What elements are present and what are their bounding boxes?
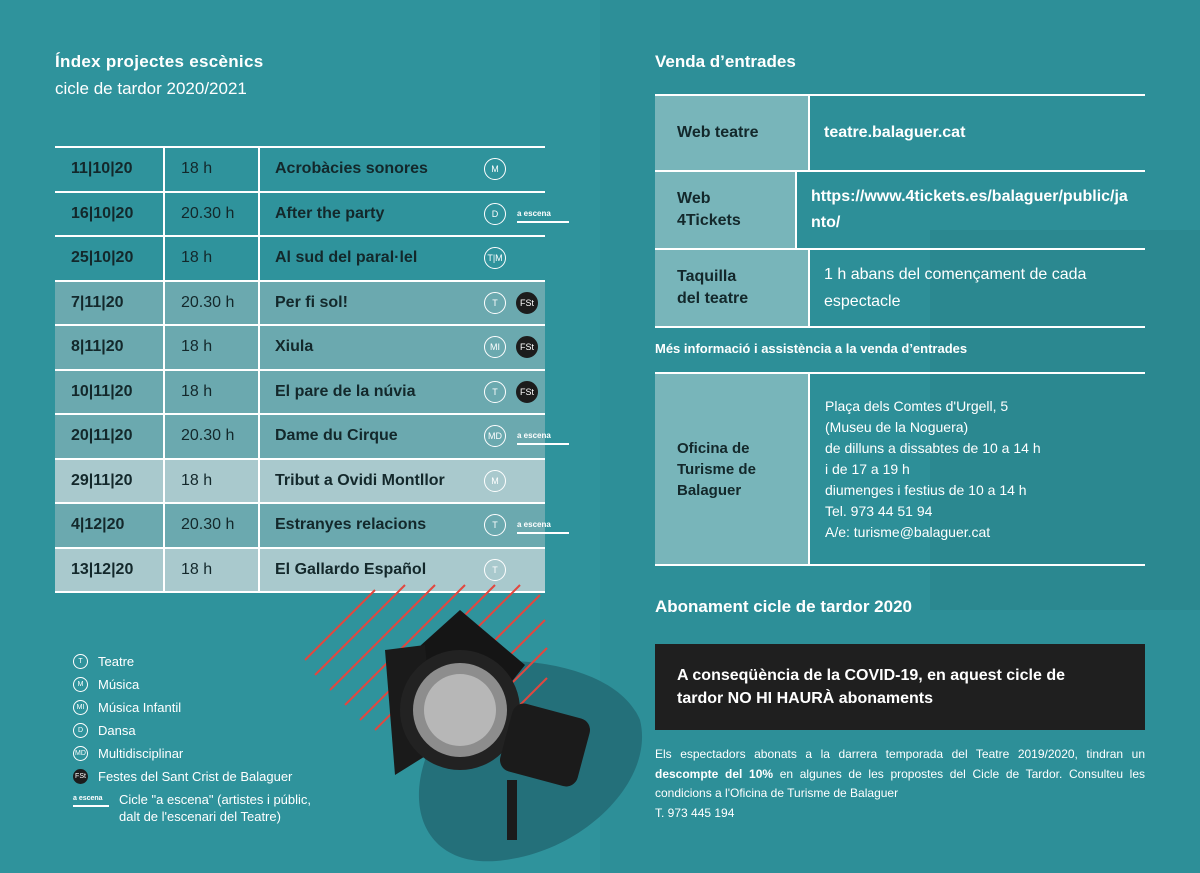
schedule-date: 8|11|20 bbox=[55, 326, 165, 369]
schedule-date: 20|11|20 bbox=[55, 415, 165, 458]
genre-icon: T bbox=[73, 654, 88, 669]
schedule-date: 11|10|20 bbox=[55, 148, 165, 191]
schedule-hour: 18 h bbox=[165, 148, 260, 191]
fst-icon: FSt bbox=[516, 336, 538, 358]
legend-label: dalt de l'escenari del Teatre) bbox=[119, 809, 281, 824]
legend-label: Música Infantil bbox=[98, 700, 182, 715]
spotlight-illustration bbox=[285, 580, 645, 873]
schedule-row bbox=[55, 237, 545, 282]
sales-row bbox=[655, 250, 1145, 328]
schedule-title: After the party bbox=[275, 204, 385, 222]
schedule-table bbox=[55, 146, 551, 593]
legend-label: Dansa bbox=[98, 723, 136, 738]
legend-item bbox=[73, 765, 311, 788]
office-line[interactable]: A/e: turisme@balaguer.cat bbox=[825, 524, 991, 540]
genre-icon: MI bbox=[484, 336, 506, 358]
legend-item bbox=[73, 719, 311, 742]
schedule-hour: 18 h bbox=[165, 460, 260, 503]
schedule-row bbox=[55, 148, 545, 193]
schedule-title: Al sud del paral·lel bbox=[275, 249, 418, 267]
sales-value-text[interactable]: https://www.4tickets.es/balaguer/public/janto/ bbox=[811, 188, 1128, 231]
covid-text: A conseqüència de la COVID-19, en aquest cicle de tardor NO HI HAURÀ abonaments bbox=[677, 667, 1065, 707]
sales-row bbox=[655, 172, 1145, 250]
office-line: de dilluns a dissabtes de 10 a 14 h bbox=[825, 440, 1041, 456]
lamp-glass bbox=[424, 674, 496, 746]
discount-note bbox=[655, 745, 1145, 823]
genre-icon: T bbox=[484, 292, 506, 314]
note-text: Els espectadors abonats a la darrera temporada del Teatre 2019/2020, tindran un bbox=[655, 747, 1145, 761]
genre-icon: D bbox=[73, 723, 88, 738]
sales-value bbox=[810, 250, 1145, 326]
genre-icon: M bbox=[484, 158, 506, 180]
sales-value-text: 1 h abans del començament de cada espectacle bbox=[824, 266, 1087, 310]
note-tel: T. 973 445 194 bbox=[655, 805, 735, 820]
more-info-heading: Més informació i assistència a la venda d’entrades bbox=[655, 341, 968, 356]
subscription-title: Abonament cicle de tardor 2020 bbox=[655, 597, 912, 616]
schedule-row bbox=[55, 193, 551, 238]
schedule-row bbox=[55, 371, 545, 416]
index-subtitle: cicle de tardor 2020/2021 bbox=[55, 79, 247, 98]
schedule-hour: 18 h bbox=[165, 326, 260, 369]
schedule-date: 16|10|20 bbox=[55, 193, 165, 236]
schedule-title: Estranyes relacions bbox=[275, 516, 427, 534]
escena-icon: a escena bbox=[73, 793, 109, 807]
genre-icon: T bbox=[484, 381, 506, 403]
legend-label: Festes del Sant Crist de Balaguer bbox=[98, 769, 293, 784]
escena-badge: a escena bbox=[517, 207, 569, 223]
schedule-date: 10|11|20 bbox=[55, 371, 165, 414]
lamp-stand bbox=[507, 780, 517, 840]
sales-title: Venda d’entrades bbox=[655, 52, 796, 71]
genre-icon: MD bbox=[73, 746, 88, 761]
genre-icon: MD bbox=[484, 425, 506, 447]
genre-icon: D bbox=[484, 203, 506, 225]
genre-icon: M bbox=[73, 677, 88, 692]
schedule-date: 4|12|20 bbox=[55, 504, 165, 547]
genre-icon: MI bbox=[73, 700, 88, 715]
schedule-title: El Gallardo Español bbox=[275, 560, 427, 578]
legend-item bbox=[73, 650, 311, 673]
sales-label: Web teatre bbox=[655, 96, 810, 170]
legend-item bbox=[73, 696, 311, 719]
genre-icon: T|M bbox=[484, 247, 506, 269]
office-line: diumenges i festius de 10 a 14 h bbox=[825, 482, 1027, 498]
schedule-title: El pare de la núvia bbox=[275, 382, 416, 400]
legend bbox=[73, 650, 311, 828]
office-label-text: Oficina de Turisme de Balaguer bbox=[677, 439, 756, 499]
covid-notice bbox=[655, 644, 1145, 730]
sales-label bbox=[655, 250, 810, 326]
office-line: Plaça dels Comtes d'Urgell, 5 bbox=[825, 398, 1009, 414]
office-label bbox=[655, 374, 810, 564]
sales-table bbox=[655, 94, 1145, 328]
sales-label-text: Taquilla del teatre bbox=[677, 268, 749, 307]
fst-icon: FSt bbox=[516, 292, 538, 314]
sales-value[interactable] bbox=[797, 172, 1145, 248]
legend-item bbox=[73, 742, 311, 765]
schedule-row bbox=[55, 326, 545, 371]
schedule-hour: 20.30 h bbox=[165, 282, 260, 325]
schedule-hour: 18 h bbox=[165, 237, 260, 280]
note-text: en algunes de les propostes del Cicle de Tardor. Consulteu les condicions a l'Oficina de Turisme de Balaguer bbox=[655, 766, 1146, 800]
schedule-row bbox=[55, 415, 551, 460]
schedule-row bbox=[55, 504, 551, 549]
legend-label: Teatre bbox=[98, 654, 135, 669]
legend-item bbox=[73, 673, 311, 696]
schedule-date: 7|11|20 bbox=[55, 282, 165, 325]
schedule-title: Tribut a Ovidi Montllor bbox=[275, 471, 445, 489]
office-details bbox=[810, 374, 1145, 564]
schedule-title: Per fi sol! bbox=[275, 293, 348, 311]
legend-label: Multidisciplinar bbox=[98, 746, 184, 761]
legend-item bbox=[73, 805, 311, 828]
sales-label bbox=[655, 172, 797, 248]
sales-value[interactable]: teatre.balaguer.cat bbox=[824, 124, 966, 141]
schedule-row bbox=[55, 460, 545, 505]
schedule-hour: 20.30 h bbox=[165, 415, 260, 458]
schedule-title: Xiula bbox=[275, 338, 314, 356]
legend-label: Música bbox=[98, 677, 140, 692]
schedule-title: Acrobàcies sonores bbox=[275, 160, 428, 178]
schedule-hour: 18 h bbox=[165, 549, 260, 592]
schedule-title: Dame du Cirque bbox=[275, 427, 398, 445]
office-line[interactable]: Tel. 973 44 51 94 bbox=[825, 503, 933, 519]
schedule-hour: 20.30 h bbox=[165, 504, 260, 547]
fst-icon: FSt bbox=[516, 381, 538, 403]
note-bold: descompte del 10% bbox=[655, 766, 774, 781]
schedule-row bbox=[55, 282, 545, 327]
sales-label-text: Web 4Tickets bbox=[677, 190, 741, 229]
office-line: (Museu de la Noguera) bbox=[825, 419, 969, 435]
schedule-date: 25|10|20 bbox=[55, 237, 165, 280]
office-line: i de 17 a 19 h bbox=[825, 461, 910, 477]
schedule-date: 13|12|20 bbox=[55, 549, 165, 592]
genre-icon: T bbox=[484, 559, 506, 581]
index-title: Índex projectes escènics bbox=[55, 52, 264, 71]
fst-icon: FSt bbox=[73, 769, 88, 784]
schedule-date: 29|11|20 bbox=[55, 460, 165, 503]
legend-label: Cicle "a escena" (artistes i públic, bbox=[119, 792, 312, 807]
genre-icon: M bbox=[484, 470, 506, 492]
office-table bbox=[655, 372, 1145, 566]
escena-badge: a escena bbox=[517, 429, 569, 445]
schedule-hour: 18 h bbox=[165, 371, 260, 414]
sales-row bbox=[655, 96, 1145, 172]
schedule-hour: 20.30 h bbox=[165, 193, 260, 236]
escena-badge: a escena bbox=[517, 518, 569, 534]
genre-icon: T bbox=[484, 514, 506, 536]
